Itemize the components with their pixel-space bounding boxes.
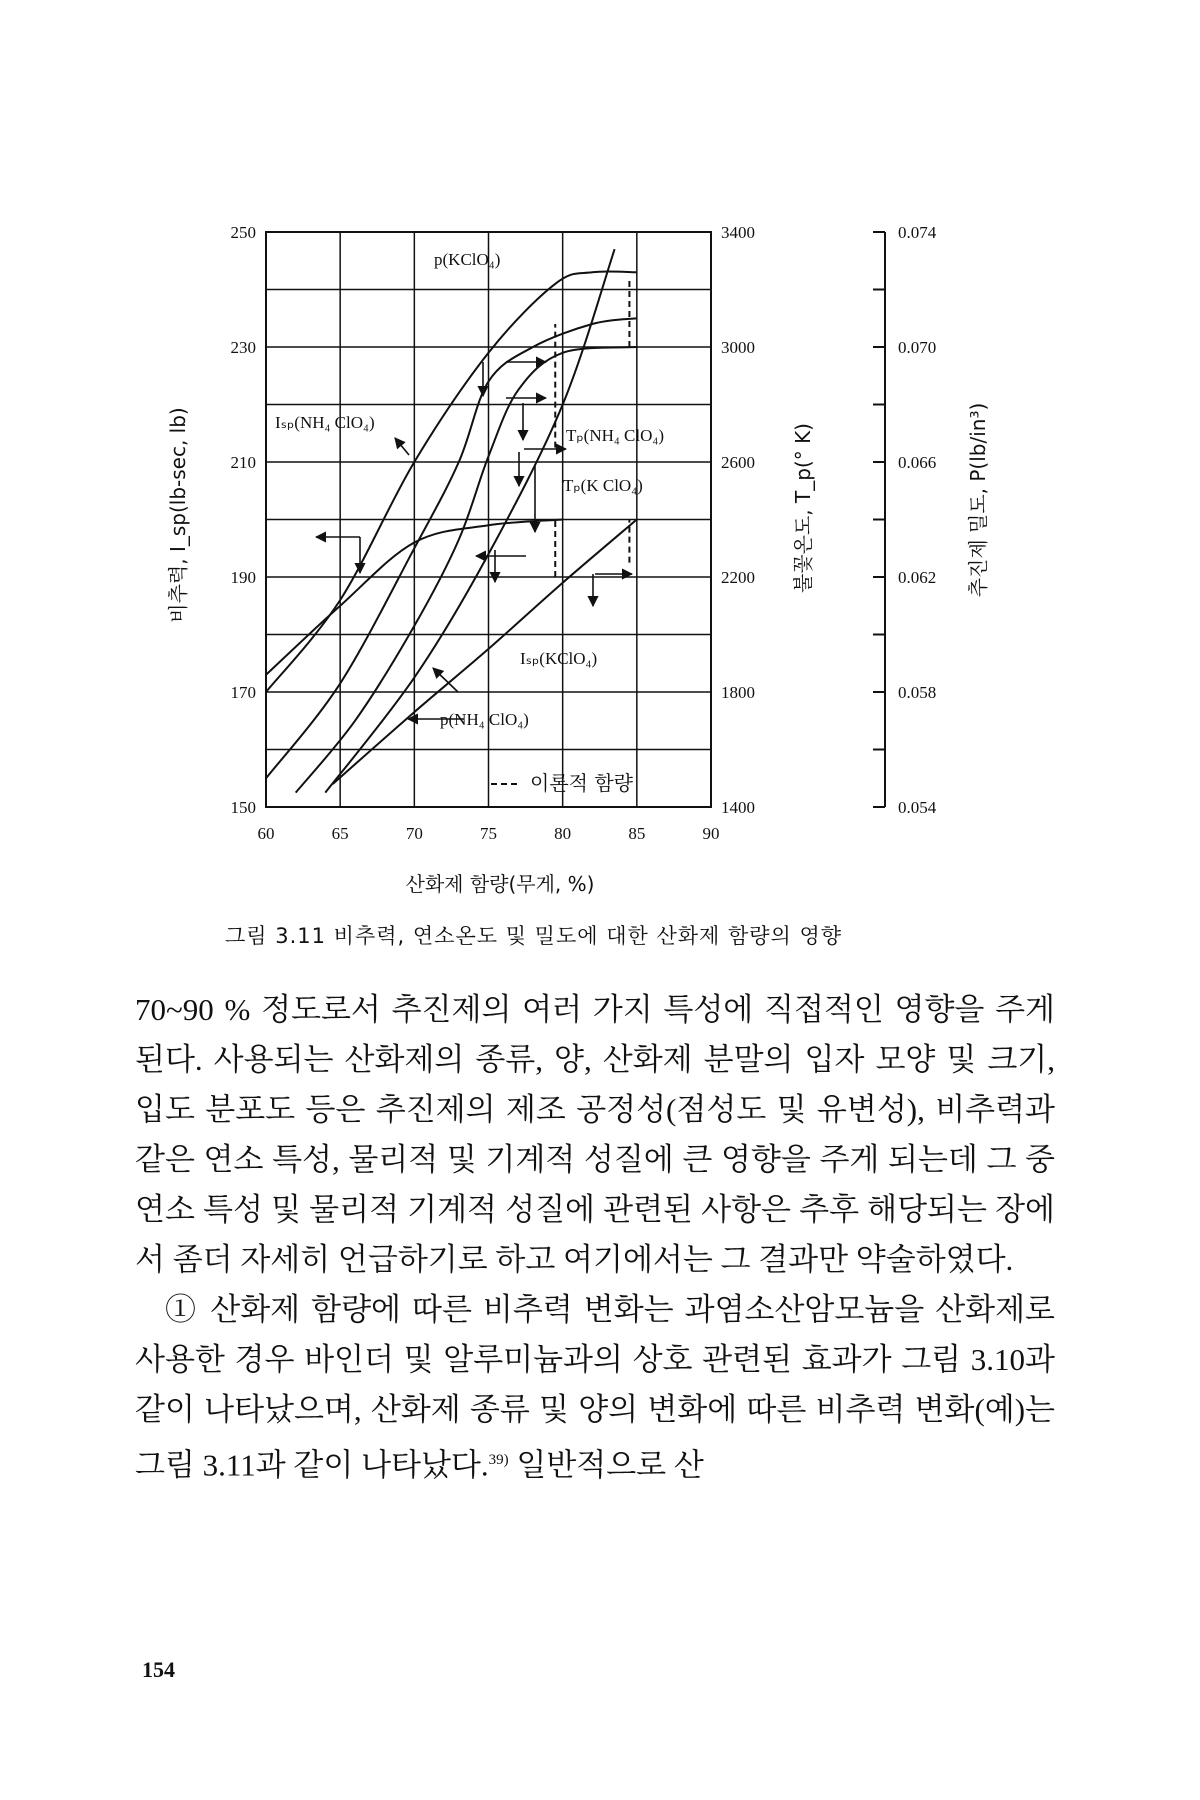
x-tick-85: 85 [628,824,646,843]
y-temp-tick-1800: 1800 [721,683,755,702]
y-temp-tick-3000: 3000 [721,338,755,357]
paragraph-2 [135,1285,1055,1490]
legend [491,771,634,795]
body-text [135,985,1055,1490]
y-left-tick-190: 190 [230,568,256,587]
y-right-density-tick-labels [873,223,937,817]
y-right-temperature-axis-label: 불꽃온도, T_p(° K) [791,423,815,593]
label-isp-nh4clo4: Iₛₚ(NH₄ ClO₄) [275,413,375,432]
y-density-tick-0.058: 0.058 [898,683,937,702]
x-tick-70: 70 [405,824,423,843]
y-density-tick-0.066: 0.066 [898,453,937,472]
y-left-tick-250: 250 [230,223,256,242]
x-tick-75: 75 [480,824,497,843]
page-number: 154 [142,1657,175,1682]
y-right-temperature-tick-labels [721,223,755,817]
y-density-tick-0.074: 0.074 [898,223,937,242]
y-temp-tick-2200: 2200 [721,568,755,587]
y-density-tick-0.070: 0.070 [898,338,937,357]
label-tp-kclo4: Tₚ(K ClO₄) [563,476,643,495]
label-p-nh4clo4: p(NH₄ ClO₄) [440,710,529,729]
label-p-kclo4: p(KClO₄) [434,250,501,269]
legend-label: 이론적 함량 [530,771,633,795]
x-tick-labels [258,824,720,843]
x-tick-60: 60 [257,824,275,843]
y-temp-tick-1400: 1400 [721,798,755,817]
reference-superscript: 39) [488,1452,509,1468]
y-temp-tick-3400: 3400 [721,223,755,242]
x-tick-90: 90 [702,824,720,843]
label-tp-nh4clo4: Tₚ(NH₄ ClO₄) [566,426,664,445]
y-density-tick-0.062: 0.062 [898,568,937,587]
y-left-tick-labels [231,223,257,817]
paragraph-2-tail: 일반적으로 산 [508,1447,704,1483]
x-tick-65: 65 [331,824,349,843]
x-tick-80: 80 [554,824,572,843]
label-isp-kclo4: Iₛₚ(KClO₄) [520,649,598,668]
paragraph-1: 70~90 % 정도로서 추진제의 여러 가지 특성에 직접적인 영향을 주게 된다. 사용되는 산화제의 종류, 양, 산화제 분말의 입자 모양 및 크기, 입도 분포도 등은 추진제의 제조 공정성(점성도 및 유변성), 비추력과 같은 연소 특성, 물리적 및 기계적 성질에 큰 영향을 주게 되는데 그 중 연소 특성 및 물리적 기계적 성질에 관련된 사항은 추후 해당되는 장에서 좀더 자세히 언급하기로 하고 여기에서는 그 결과만 약술하였다. [135,992,1055,1277]
y-left-axis-label: 비추력, I_sp(lb-sec, lb) [166,407,190,623]
y-left-tick-170: 170 [230,683,256,702]
paragraph-2-main: ① 산화제 함량에 따른 비추력 변화는 과염소산암모늄을 산화제로 사용한 경우 바인더 및 알루미늄과의 상호 관련된 효과가 그림 3.10과 같이 나타났으며, 산화제 종류 및 양의 변화에 따른 비추력 변화(예)는 그림 3.11과 같이 나타났다. [135,1292,1055,1483]
y-right-density-axis-label: 추진제 밀도, P(lb/in³) [966,402,990,598]
y-left-tick-230: 230 [230,338,256,357]
y-density-tick-0.054: 0.054 [898,798,937,817]
y-temp-tick-2600: 2600 [721,453,755,472]
y-left-tick-210: 210 [230,453,256,472]
x-axis-label: 산화제 함량(무게, %) [405,872,595,896]
figure-caption: 그림 3.11 비추력, 연소온도 및 밀도에 대한 산화제 함량의 영향 [225,924,843,948]
y-left-tick-150: 150 [230,798,256,817]
